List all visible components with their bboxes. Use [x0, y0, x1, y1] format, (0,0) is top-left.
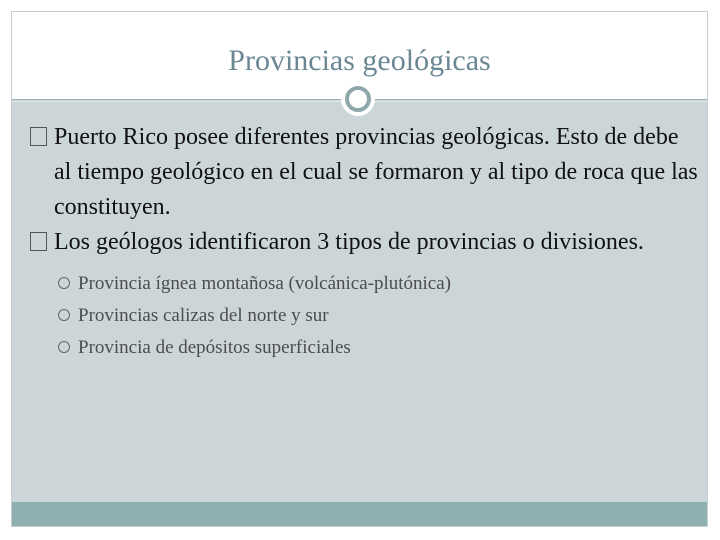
bullet-text: Puerto Rico posee diferentes provincias geológicas. Esto de debe al tiempo geológico en el cual se formaron y al tipo de roca que las constituyen. [54, 124, 698, 220]
slide-body [30, 120, 700, 364]
circle-bullet-icon [58, 309, 70, 321]
bullet-item [30, 225, 700, 260]
bullet-item [30, 120, 700, 225]
square-bullet-icon [30, 127, 47, 146]
sub-bullet-text: Provincia de depósitos superficiales [78, 337, 351, 358]
slide-title: Provincias geológicas [228, 44, 491, 77]
divider-ring-icon [341, 82, 375, 116]
sub-bullet-text: Provincias calizas del norte y sur [78, 305, 329, 326]
bullet-text: Los geólogos identificaron 3 tipos de provincias o divisiones. [54, 229, 644, 255]
sub-bullet-item [58, 300, 700, 332]
square-bullet-icon [30, 232, 47, 251]
sub-bullet-text: Provincia ígnea montañosa (volcánica-plutónica) [78, 273, 452, 294]
circle-bullet-icon [58, 341, 70, 353]
circle-bullet-icon [58, 277, 70, 289]
sub-bullet-item [58, 332, 700, 364]
sub-bullet-item [58, 268, 700, 300]
sub-bullet-list [30, 268, 700, 364]
footer-band [12, 502, 707, 526]
